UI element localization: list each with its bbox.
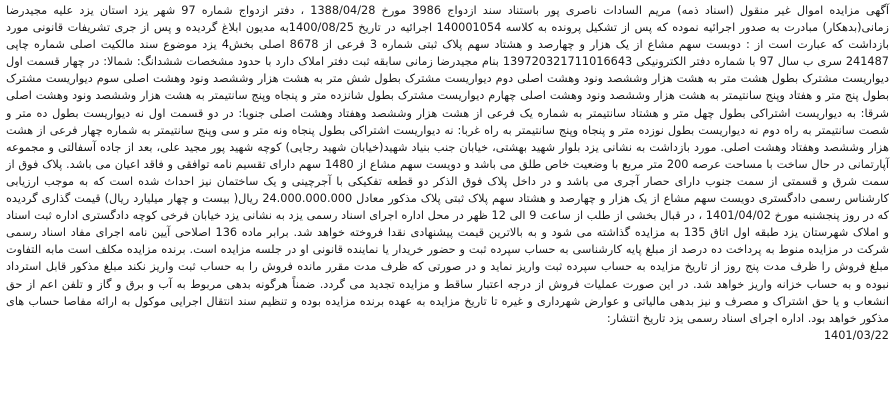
notice-body-text: آگهی مزایده اموال غیر منقول (اسناد ذمه) مریم السادات ناصری پور باستناد سند ازدواج 3986 مورخ 1388/04/28 ، دفتر ازدواج شماره 97 شهر یزد استان یزد علیه مجیدرضا زمانی(بدهکار) مبادرت به صدور اجرائیه نموده که پس از تشکیل پرونده به کلاسه 140001054 اجرائیه در تاریخ 1400/08/25به مدیون ابلاغ گردیده و پس از جری تشریفات قانونی مورد بازداشت که عبارت است از : دوبست سهم مشاع از یک هزار و چهارصد و هشتاد سهم پلاک ثبتی شماره 3 فرعی از 8678 اصلی بخش4 یزد موضوع سند مالکیت اصلی شماره چاپی 241487 سری ب سال 97 با شماره دفتر الکترونیکی 139720321711016643 بنام مجیدرضا زمانی سابقه ثبت دفتر املاک دارد با حدود مشخصات ششدانگ: شمالا: در چهار قسمت اول دیواریست مشترک بطول هشت متر به هشت هزار وششصد ونود وهشت اصلی دوم دیواریست مشترک بطول شش متر به هشت هزار وششصد ونود وهشت اصلی سوم دیواریست مشترک بطول پنج متر و هفتاد وپنج سانتیمتر به هشت هزار وششصد ونود وهشت اصلی چهارم دیواریست مشترک بطول شانزده متر و پنجاه وپنج سانتیمتر به هشت هزار وششصد ونود وهشت اصلی شرقا: به دیواریست اشتراکی بطول چهل متر و هشتاد سانتیمتر به شماره یک فرعی از هشت هزار وششصد وهفتاد وهشت اصلی جنوبا: در دو قسمت اول نه دیواریست بطول ده متر و شصت سانتیمتر به راه دوم نه دیواریست بطول نوزده متر و پنجاه وپنج سانتیمتر به راه غربا: نه دیواریست اشتراکی بطول پنجاه ونه متر و سی وپنج سانتیمتر به شماره چهار فرعی از هشت هزار وششصد وهفتاد وهشت اصلی. مورد بازداشت به نشانی یزد بلوار شهید بهشتی، خیابان جنب بنیاد شهید(خیابان شهید رجایی) کوچه شهید پور مجید علی، بعد از جاده آسفالتی و مجموعه آپارتمانی در حال ساخت با مساحت عرصه 200 متر مربع با وضعیت خاص طلق می باشد و دویست سهم مشاع از 1480 سهم دارای تقسیم نامه توافقی و فاقد اعیان می باشد. پلاک فوق از سمت شرق و قسمتی از سمت جنوب دارای حصار آجری می باشد و در داخل پلاک فوق الذکر دو قطعه تفکیکی با آجرچینی و یک ساختمان نیز احداث شده است که به موجب ارزیابی کارشناس رسمی دادگستری دویست سهم مشاع از یک هزار و چهارصد و هشتاد سهم پلاک ثبتی پلاک مذکور معادل 24.000.000.000 ریال( بیست و چهار میلیارد ریال) قیمت گذاری گردیده که در روز پنجشنبه مورخ 1401/04/02 ، در قبال بخشی از طلب از ساعت 9 الی 12 ظهر در محل اداره اجرای اسناد رسمی یزد به نشانی یزد خیابان فرخی کوچه دادگستری اداره ثبت اسناد و املاک شهرستان یزد طبقه اول اتاق 135 به مزایده گذاشته می شود و به بالاترین قیمت پیشنهادی نقدا فروخته خواهد شد. برابر ماده 136 اصلاحی آیین نامه اجرای مفاد اسناد رسمی شرکت در مزایده منوط به پرداخت ده درصد از مبلغ پایه کارشناسی به حساب سپرده ثبت و حضور خریدار یا نماینده قانونی او در جلسه مزایده است. برنده مزایده مکلف است مابه التفاوت مبلغ فروش را ظرف مدت پنج روز از تاریخ مزایده به حساب سپرده ثبت واریز نماید و در صورتی که ظرف مدت مقرر مانده فروش را به حساب ثبت واریز نکند مبلغ مذکور قابل استرداد نبوده و به حساب خزانه واریز خواهد شد. در این صورت عملیات فروش از درجه اعتبار ساقط و مزایده تجدید می گردد. ضمناً هرگونه بدهی مربوط به آب و برق و گاز و تلفن اعم از حق انشعاب و یا حق اشتراک و مصرف و نیز بدهی مالیاتی و عوارض شهرداری و غیره تا تاریخ مزایده به عهده برنده مزایده بوده و تنظیم سند انتقال اجرایی موکول به ارائه مفاصا حساب های مذکور خواهد بود. اداره اجرای اسناد رسمی یزد تاریخ انتشار:	[6, 4, 890, 325]
publication-date: 1401/03/22	[823, 328, 889, 342]
